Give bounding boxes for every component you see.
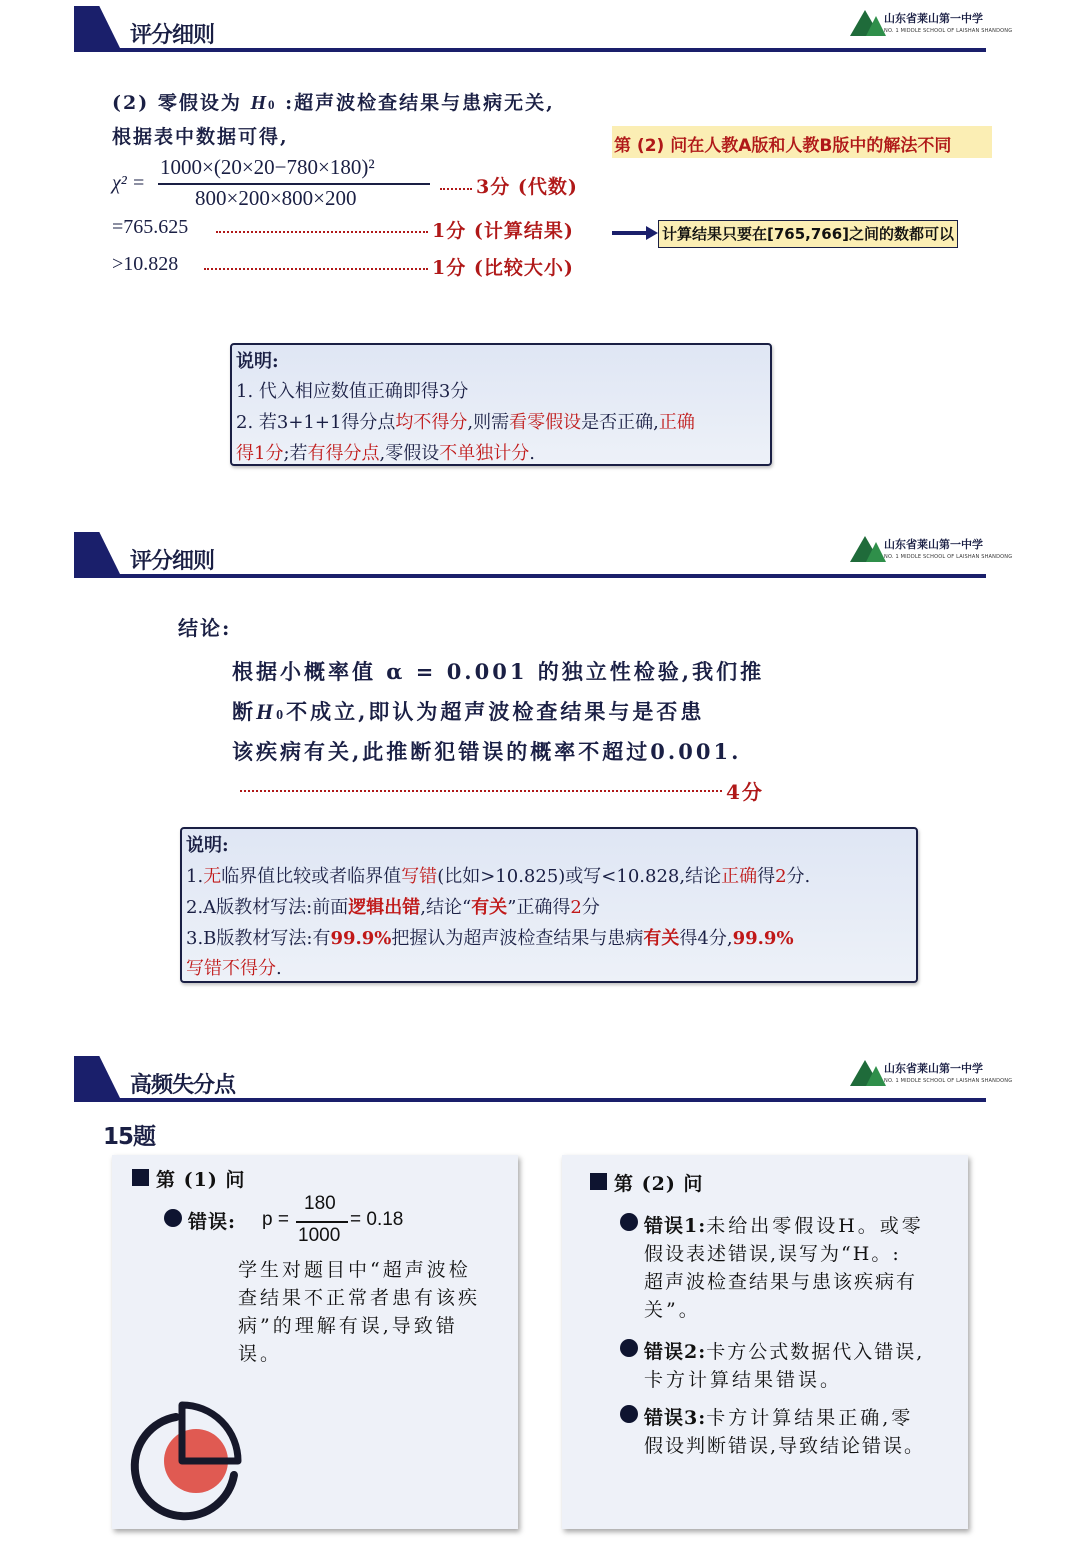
compare-value: >10.828 (112, 253, 179, 275)
card-question-2 (562, 1155, 968, 1529)
score-3: 3分 (代数) (476, 176, 578, 198)
square-bullet-icon (132, 1169, 149, 1186)
chi-numerator: 1000×(20×20−780×180)² (160, 155, 375, 179)
pie-chart-icon (120, 1399, 244, 1523)
bullet-icon (620, 1339, 638, 1357)
bullet-icon (164, 1209, 182, 1227)
card-title: 第 (2) 问 (614, 1173, 704, 1195)
conclusion-label: 结论: (178, 616, 232, 640)
chi-denominator: 800×200×800×200 (195, 186, 357, 210)
data-intro-line: 根据表中数据可得, (112, 126, 289, 148)
error-description: 病”的理解有误,导致错 (238, 1315, 458, 1337)
note-line: 3.B版教材写法:有99.9%把握认为超声波检查结果与患病有关得4分,99.9% (186, 928, 794, 949)
p-lhs: p = (262, 1209, 289, 1230)
error-3-line: 假设判断错误,导致结论错误。 (644, 1435, 926, 1457)
square-bullet-icon (590, 1173, 607, 1190)
error-label: 错误: (188, 1211, 237, 1233)
fraction-bar (296, 1221, 348, 1223)
section1-header (74, 6, 1013, 54)
dotted-leader (440, 188, 472, 190)
school-logo (850, 530, 1013, 570)
section2-header (74, 532, 1013, 580)
error-2: 错误2:卡方公式数据代入错误, (644, 1341, 925, 1363)
p-denominator: 1000 (298, 1225, 341, 1246)
error-1-line: 假设表述错误,误写为“H。: (644, 1243, 901, 1265)
mountain-icon (866, 1066, 886, 1086)
dotted-leader (216, 231, 428, 233)
header-triangle-icon (74, 6, 120, 48)
section1-title: 评分细则 (130, 23, 215, 48)
note-line: 2. 若3+1+1得分点均不得分,则需看零假设是否正确,正确 (236, 412, 695, 433)
card-question-1 (112, 1155, 518, 1529)
note-box-2 (180, 827, 918, 983)
note-line: 2.A版教材写法:前面逻辑出错,结论“有关”正确得2分 (186, 897, 600, 918)
logo-subtext: NO. 1 MIDDLE SCHOOL OF LAISHAN SHANDONG (884, 554, 1013, 560)
note-box-1 (230, 343, 772, 466)
arrow-shaft (612, 231, 648, 235)
logo-subtext: NO. 1 MIDDLE SCHOOL OF LAISHAN SHANDONG (884, 1078, 1013, 1084)
conclusion-line: 该疾病有关,此推断犯错误的概率不超过0.001. (232, 739, 742, 764)
p-numerator: 180 (304, 1193, 336, 1214)
section3-header (74, 1056, 1013, 1104)
fraction-bar (158, 183, 430, 185)
error-description: 查结果不正常者患有该疾 (238, 1287, 481, 1309)
side-note: 第 (2) 问在人教A版和人教B版中的解法不同 (614, 136, 952, 156)
note-line: 1.无临界值比较或者临界值写错(比如>10.825)或写<10.828,结论正确得2分. (186, 866, 811, 887)
logo-text: 山东省莱山第一中学 (884, 538, 983, 551)
bullet-icon (620, 1405, 638, 1423)
header-rule (74, 574, 986, 578)
school-logo (850, 1054, 1013, 1094)
error-3: 错误3:卡方计算结果正确,零 (644, 1407, 914, 1429)
score-1b: 1分 (比较大小) (432, 257, 574, 279)
error-description: 误。 (238, 1343, 283, 1365)
logo-text: 山东省莱山第一中学 (884, 12, 983, 25)
header-triangle-icon (74, 532, 120, 574)
score-1a: 1分 (计算结果) (432, 220, 574, 242)
logo-subtext: NO. 1 MIDDLE SCHOOL OF LAISHAN SHANDONG (884, 28, 1013, 34)
section2-title: 评分细则 (130, 549, 215, 574)
error-description: 学生对题目中“超声波检 (238, 1259, 471, 1281)
note-line: 得1分;若有得分点,零假设不单独计分. (236, 443, 535, 464)
note-title: 说明: (186, 835, 229, 856)
conclusion-line: 根据小概率值 α = 0.001 的独立性检验,我们推 (232, 659, 765, 684)
header-rule (74, 48, 986, 52)
score-4: 4分 (726, 780, 764, 804)
section3-title: 高频失分点 (130, 1073, 236, 1098)
dotted-leader (204, 268, 428, 270)
p-rhs: = 0.18 (350, 1209, 404, 1230)
question-number: 15题 (103, 1124, 156, 1150)
side-box: 计算结果只要在[765,766]之间的数都可以 (658, 220, 958, 248)
note-line: 写错不得分. (186, 958, 282, 979)
header-triangle-icon (74, 1056, 120, 1098)
error-1-line: 超声波检查结果与患该疾病有 (644, 1271, 918, 1293)
mountain-icon (866, 542, 886, 562)
error-1: 错误1:未给出零假设H。或零 (644, 1215, 924, 1237)
hypothesis-line: (2) 零假设为 H0 :超声波检查结果与患病无关, (112, 92, 555, 114)
note-title: 说明: (236, 351, 279, 372)
right-arrow-icon (646, 226, 658, 240)
mountain-icon (866, 16, 886, 36)
header-rule (74, 1098, 986, 1102)
error-2-line: 卡方计算结果错误。 (644, 1369, 843, 1391)
card-title: 第 (1) 问 (156, 1169, 246, 1191)
conclusion-line: 断H0不成立,即认为超声波检查结果与是否患 (232, 699, 705, 724)
chi-square-lhs: χ² = (112, 172, 146, 194)
dotted-leader (240, 790, 722, 792)
error-1-line: 关”。 (644, 1299, 701, 1321)
bullet-icon (620, 1213, 638, 1231)
chi-value: =765.625 (112, 216, 189, 238)
school-logo (850, 4, 1013, 44)
logo-text: 山东省莱山第一中学 (884, 1062, 983, 1075)
note-line: 1. 代入相应数值正确即得3分 (236, 381, 469, 402)
